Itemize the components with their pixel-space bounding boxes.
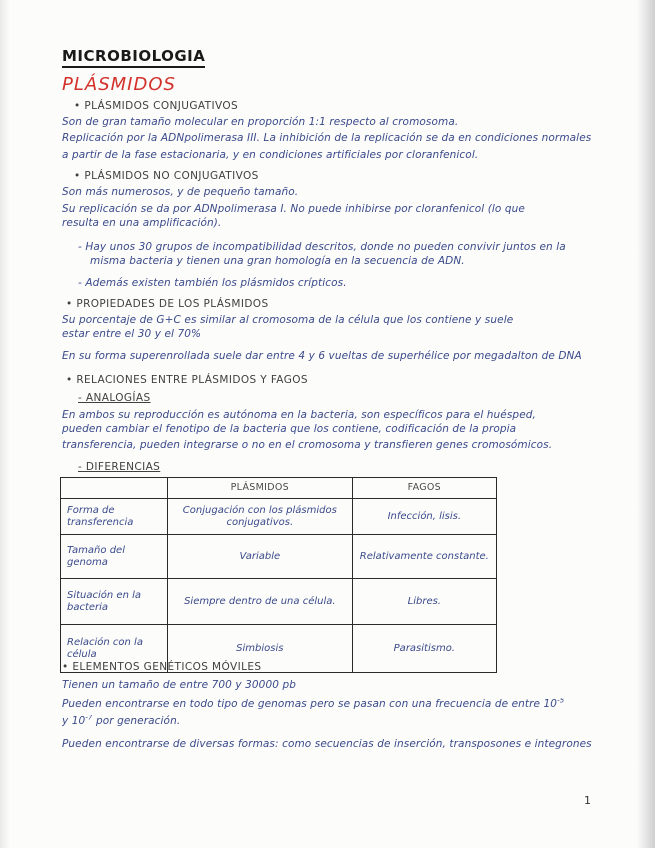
page-right-edge	[637, 0, 655, 848]
text-line: Su replicación se da por ADNpolimerasa I. No puede inhibirse por cloranfenicol (lo que	[62, 203, 525, 215]
table-cell: Situación en la bacteria	[61, 579, 168, 625]
table-cell: Siempre dentro de una célula.	[167, 579, 352, 625]
text-line: Replicación por la ADNpolimerasa III. La inhibición de la replicación se da en condiciones normales	[62, 132, 592, 144]
table-header-cell	[61, 478, 168, 499]
page-number: 1	[584, 794, 591, 807]
table-cell: Conjugación con los plásmidos conjugativos.	[167, 499, 352, 535]
heading-relaciones: • RELACIONES ENTRE PLÁSMIDOS Y FAGOS	[66, 374, 308, 386]
text-line	[62, 698, 602, 711]
exponent: -7	[85, 715, 93, 722]
table-cell: Tamaño del genoma	[61, 535, 168, 579]
table-cell: Variable	[167, 535, 352, 579]
text-line: estar entre el 30 y el 70%	[62, 328, 202, 340]
dash-item-cont: misma bacteria y tienen una gran homología en la secuencia de ADN.	[90, 255, 465, 267]
table-cell: Simbiosis	[167, 625, 352, 673]
text-line: Tienen un tamaño de entre 700 y 30000 pb	[62, 679, 296, 691]
exponent: -5	[557, 698, 565, 705]
text-fragment: Pueden encontrarse en todo tipo de genomas pero se pasan con una frecuencia de entre 10	[62, 698, 558, 710]
table-row	[61, 499, 497, 535]
table-cell: Relación con la célula	[61, 625, 168, 673]
table-cell: Parasitismo.	[352, 625, 496, 673]
page-left-edge	[0, 0, 10, 848]
heading-no-conjugativos: • PLÁSMIDOS NO CONJUGATIVOS	[74, 170, 259, 182]
text-line	[62, 715, 602, 728]
heading-elementos: • ELEMENTOS GENÉTICOS MÓVILES	[62, 661, 262, 673]
text-line: En su forma superenrollada suele dar entre 4 y 6 vueltas de superhélice por megadalton de DNA	[62, 350, 582, 362]
text-line: Pueden encontrarse de diversas formas: como secuencias de inserción, transposones e integrones	[62, 738, 592, 750]
text-line: En ambos su reproducción es autónoma en la bacteria, son específicos para el huésped,	[62, 409, 536, 421]
dash-item: - Además existen también los plásmidos crípticos.	[78, 277, 347, 289]
table-header-cell: FAGOS	[352, 478, 496, 499]
heading-propiedades: • PROPIEDADES DE LOS PLÁSMIDOS	[66, 298, 269, 310]
dash-item: - Hay unos 30 grupos de incompatibilidad descritos, donde no pueden convivir juntos en la	[78, 241, 566, 253]
heading-conjugativos: • PLÁSMIDOS CONJUGATIVOS	[74, 100, 239, 112]
table-cell: Infección, lisis.	[352, 499, 496, 535]
comparison-table	[60, 477, 497, 673]
table-row	[61, 535, 497, 579]
subject-title: MICROBIOLOGIA	[62, 47, 205, 68]
table-row	[61, 579, 497, 625]
text-line: resulta en una amplificación).	[62, 217, 222, 229]
text-line: transferencia, pueden integrarse o no en el cromosoma y transfieren genes cromosómicos.	[62, 439, 553, 451]
text-line: a partir de la fase estacionaria, y en condiciones artificiales por cloranfenicol.	[62, 149, 479, 161]
table-cell: Forma de transferencia	[61, 499, 168, 535]
table-header-row	[61, 478, 497, 499]
label-analogias: - ANALOGÍAS	[78, 392, 151, 404]
text-fragment: por generación.	[92, 715, 181, 727]
label-diferencias: - DIFERENCIAS	[78, 461, 161, 473]
text-line: Su porcentaje de G+C es similar al cromosoma de la célula que los contiene y suele	[62, 314, 514, 326]
text-line: Son de gran tamaño molecular en proporción 1:1 respecto al cromosoma.	[62, 116, 459, 128]
text-line: Son más numerosos, y de pequeño tamaño.	[62, 186, 299, 198]
table-cell: Libres.	[352, 579, 496, 625]
topic-title: PLÁSMIDOS	[62, 74, 176, 95]
table-header-cell: PLÁSMIDOS	[167, 478, 352, 499]
text-line: pueden cambiar el fenotipo de la bacteria que los contiene, codificación de la propia	[62, 423, 517, 435]
table-cell: Relativamente constante.	[352, 535, 496, 579]
text-fragment: y 10	[62, 715, 86, 727]
